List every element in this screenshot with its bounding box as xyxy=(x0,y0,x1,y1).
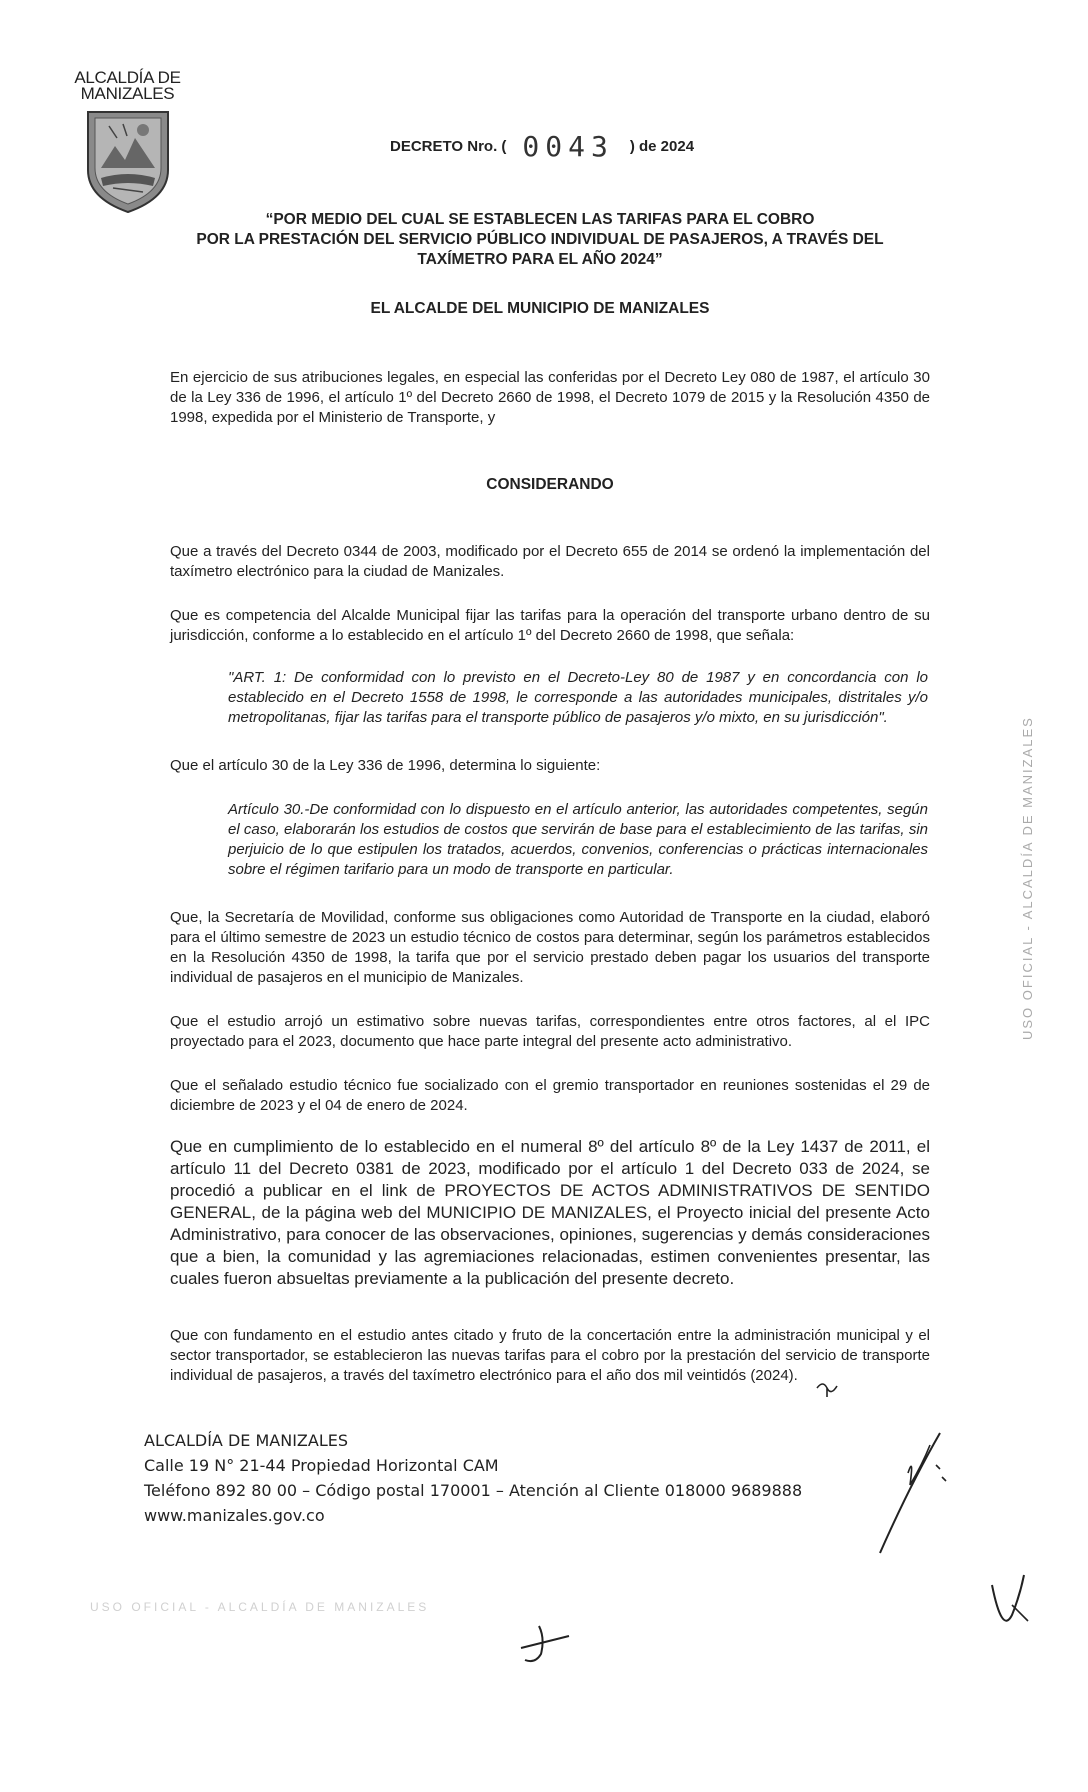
footer-web: www.manizales.gov.co xyxy=(144,1506,325,1525)
signature-icon xyxy=(870,1425,980,1555)
decree-title xyxy=(170,210,910,270)
preamble-paragraph: En ejercicio de sus atribuciones legales, en especial las conferidas por el Decreto Ley 080 de 1987, el artículo 30 de la Ley 336 de 1996, el artículo 1º del Decreto 2660 de 1998, el Decreto 1079 de 2015 y la Resolución 4350 de 1998, expedida por el Ministerio de Transporte, y xyxy=(170,369,930,426)
title-line2: POR LA PRESTACIÓN DEL SERVICIO PÚBLICO INDIVIDUAL DE PASAJEROS, A TRAVÉS DEL xyxy=(196,231,884,248)
paragraph-8: Que con fundamento en el estudio antes citado y fruto de la concertación entre la administración municipal y el sector transportador, se establecieron las nuevas tarifas para el cobro por la prestación del servicio de transporte individual de pasajeros, a través del taxímetro electrónico para el año dos mil veintidós (2024). xyxy=(170,1327,930,1384)
logo-block xyxy=(60,70,195,221)
faint-footer-stamp: USO OFICIAL - ALCALDÍA DE MANIZALES xyxy=(90,1600,430,1614)
decree-number: 0043 xyxy=(522,130,614,163)
considerando-heading: CONSIDERANDO xyxy=(486,476,614,493)
footer-org: ALCALDÍA DE MANIZALES xyxy=(144,1431,348,1450)
initial-mark-icon xyxy=(515,1618,575,1668)
decree-prefix: DECRETO Nro. ( xyxy=(390,138,507,155)
decree-number-line xyxy=(390,130,790,163)
paraph-mark-icon xyxy=(815,1378,839,1398)
quote-art-30: Artículo 30.-De conformidad con lo dispuesto en el artículo anterior, las autoridades competentes, según el caso, elaborarán los estudios de costos que servirán de base para el establecimiento de las tarifas, sin perjuicio de lo que estipulen los tratados, acuerdos, convenios, conferencias o prácticas internacionales sobre el régimen tarifario para un modo de transporte en particular. xyxy=(228,801,928,878)
title-line1: “POR MEDIO DEL CUAL SE ESTABLECEN LAS TARIFAS PARA EL COBRO xyxy=(265,211,815,228)
title-line3: TAXÍMETRO PARA EL AÑO 2024” xyxy=(417,251,663,268)
paragraph-2: Que es competencia del Alcalde Municipal fijar las tarifas para la operación del transporte urbano dentro de su jurisdicción, conforme a lo establecido en el artículo 1º del Decreto 2660 de 1998, que señala: xyxy=(170,607,930,644)
footer-address: Calle 19 N° 21-44 Propiedad Horizontal CAM xyxy=(144,1456,499,1475)
initials-mark-icon xyxy=(982,1565,1032,1645)
paragraph-1: Que a través del Decreto 0344 de 2003, modificado por el Decreto 655 de 2014 se ordenó la implementación del taxímetro electrónico para la ciudad de Manizales. xyxy=(170,543,930,580)
paragraph-3: Que el artículo 30 de la Ley 336 de 1996, determina lo siguiente: xyxy=(170,757,601,774)
side-official-stamp: USO OFICIAL - ALCALDÍA DE MANIZALES xyxy=(1020,716,1035,1040)
footer-contact xyxy=(144,1428,844,1528)
decree-subtitle: EL ALCALDE DEL MUNICIPIO DE MANIZALES xyxy=(370,300,710,317)
footer-phone: Teléfono 892 80 00 – Código postal 170001 – Atención al Cliente 018000 9689888 xyxy=(144,1481,803,1500)
paragraph-7: Que en cumplimiento de lo establecido en el numeral 8º del artículo 8º de la Ley 1437 de 2011, el artículo 11 del Decreto 0381 de 2023, modificado por el artículo 1 del Decreto 033 de 2024, se procedió a publicar en el link de PROYECTOS DE ACTOS ADMINISTRATIVOS DE SENTIDO GENERAL, de la página web del MUNICIPIO DE MANIZALES, el Proyecto inicial del presente Acto Administrativo, para conocer de las observaciones, opiniones, sugerencias y demás consideraciones que a bien, la comunidad y las agremiaciones relacionadas, estimen convenientes presentar, las cuales fueron absueltas previamente a la publicación del presente decreto. xyxy=(170,1137,930,1288)
logo-line2: MANIZALES xyxy=(80,84,175,103)
paragraph-6: Que el señalado estudio técnico fue socializado con el gremio transportador en reuniones sostenidas el 29 de diciembre de 2023 y el 04 de enero de 2024. xyxy=(170,1077,930,1114)
paragraph-5: Que el estudio arrojó un estimativo sobre nuevas tarifas, correspondientes entre otros factores, al el IPC proyectado para el 2023, documento que hace parte integral del presente acto administrativo. xyxy=(170,1013,930,1050)
logo-line1: ALCALDÍA DE xyxy=(74,68,181,87)
decree-suffix: ) de 2024 xyxy=(629,138,695,155)
quote-art-1: "ART. 1: De conformidad con lo previsto en el Decreto-Ley 80 de 1987 y en concordancia con lo establecido en el Decreto 1558 de 1998, le corresponde a las autoridades municipales, distritales y/o metropolitanas, fijar las tarifas para el transporte público de pasajeros y/o mixto, en su jurisdicción". xyxy=(228,669,928,726)
paragraph-4: Que, la Secretaría de Movilidad, conforme sus obligaciones como Autoridad de Transporte en la ciudad, elaboró para el último semestre de 2023 un estudio técnico de costos para determinar, según los parámetros establecidos en la Resolución 4350 de 1998, la tarifa que por el servicio prestado deben pagar los usuarios del transporte individual de pasajeros en el municipio de Manizales. xyxy=(170,909,930,986)
coat-of-arms-icon xyxy=(83,108,173,216)
